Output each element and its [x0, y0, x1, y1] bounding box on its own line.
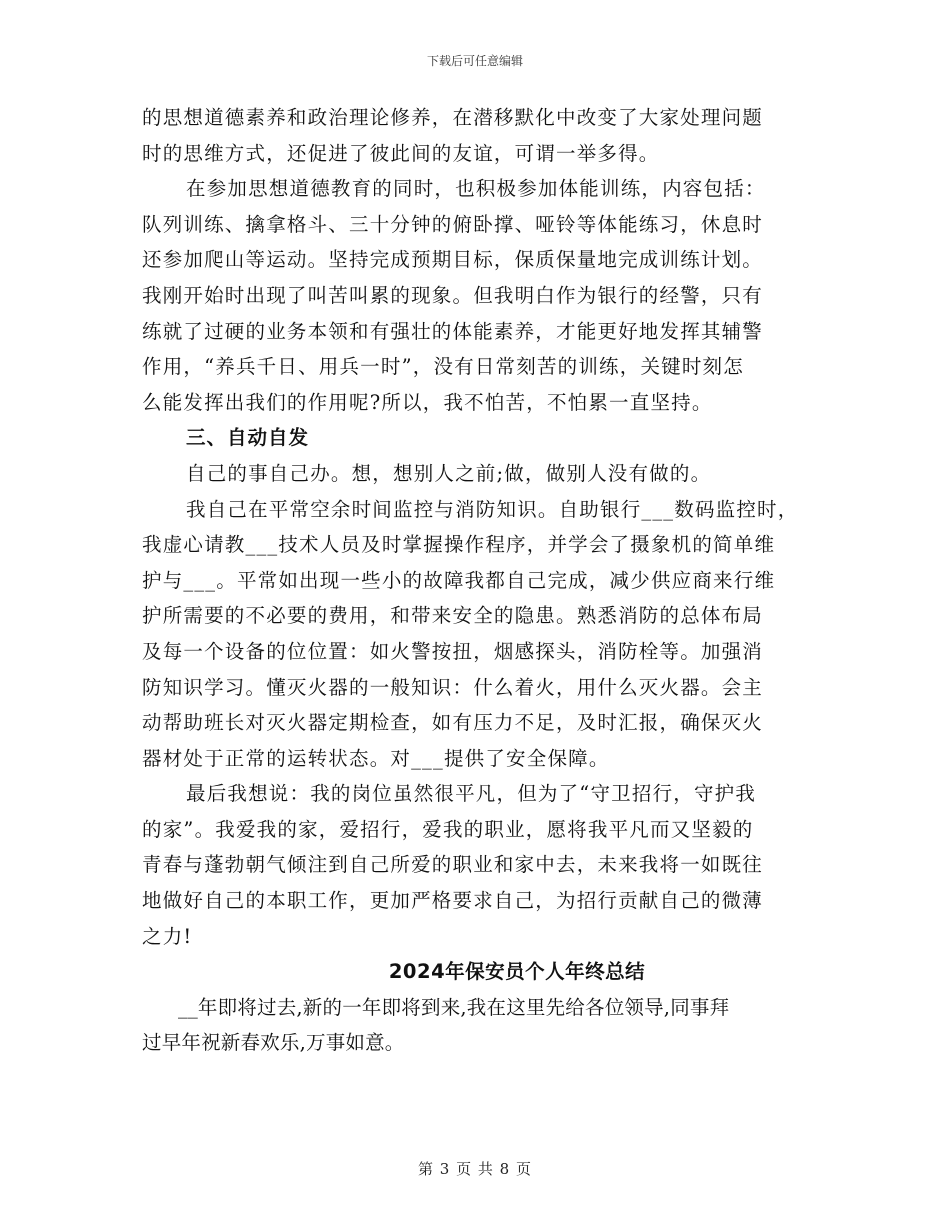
- paragraph-line: 自己的事自己办。想，想别人之前;做，做别人没有做的。: [186, 461, 712, 485]
- paragraph-line: 练就了过硬的业务本领和有强壮的体能素养，才能更好地发挥其辅警: [142, 319, 764, 343]
- paragraph-line: 地做好自己的本职工作，更加严格要求自己，为招行贡献自己的微薄: [142, 889, 764, 913]
- paragraph-line: 的思想道德素养和政治理论修养，在潜移默化中改变了大家处理问题: [142, 106, 764, 129]
- paragraph-line: 护与___。平常如出现一些小的故障我都自己完成，减少供应商来行维: [142, 568, 776, 592]
- document-title: 2024年保安员个人年终总结: [388, 960, 646, 984]
- paragraph-line: __年即将过去,新的一年即将到来,我在这里先给各位领导,同事拜: [178, 995, 730, 1019]
- paragraph-line: 么能发挥出我们的作用呢?所以，我不怕苦，不怕累一直坚持。: [142, 390, 713, 414]
- document-body: [142, 100, 832, 1061]
- paragraph-line: 我刚开始时出现了叫苦叫累的现象。但我明白作为银行的经警，只有: [142, 283, 764, 307]
- paragraph-line: 过早年祝新春欢乐,万事如意。: [142, 1031, 405, 1055]
- paragraph-line: 器材处于正常的运转状态。对___提供了安全保障。: [142, 746, 610, 770]
- paragraph-line: 及每一个设备的位位置：如火警按扭，烟感探头，消防栓等。加强消: [142, 639, 764, 663]
- paragraph-line: 作用，“养兵千日、用兵一时”，没有日常刻苦的训练，关键时刻怎: [142, 355, 744, 379]
- page-number: 第 3 页 共 8 页: [418, 1160, 532, 1178]
- paragraph-line: 动帮助班长对灭火器定期检查，如有压力不足，及时汇报，确保灭火: [142, 711, 764, 735]
- paragraph-line: 护所需要的不必要的费用，和带来安全的隐患。熟悉消防的总体布局: [142, 604, 764, 628]
- paragraph-line: 防知识学习。懂灭火器的一般知识：什么着火，用什么灭火器。会主: [142, 675, 764, 699]
- paragraph-line: 青春与蓬勃朝气倾注到自己所爱的职业和家中去，未来我将一如既往: [142, 853, 764, 877]
- paragraph-line: 时的思维方式，还促进了彼此间的友谊，可谓一举多得。: [142, 141, 660, 165]
- paragraph-line: 队列训练、擒拿格斗、三十分钟的俯卧撑、哑铃等体能练习，休息时: [142, 212, 764, 236]
- paragraph-line: 之力!: [142, 924, 193, 948]
- section-heading: 三、自动自发: [186, 426, 310, 450]
- paragraph-line: 还参加爬山等运动。坚持完成预期目标，保质保量地完成训练计划。: [142, 248, 764, 272]
- page-header: 下载后可任意编辑: [426, 54, 523, 68]
- paragraph-line: 我自己在平常空余时间监控与消防知识。自助银行___数码监控时，: [186, 497, 799, 521]
- paragraph-line: 最后我想说：我的岗位虽然很平凡，但为了“守卫招行，守护我: [186, 782, 757, 806]
- paragraph-line: 我虚心请教___技术人员及时掌握操作程序，并学会了摄象机的简单维: [142, 533, 776, 557]
- paragraph-line: 在参加思想道德教育的同时，也积极参加体能训练，内容包括：: [186, 177, 766, 201]
- paragraph-line: 的家”。我爱我的家，爱招行，爱我的职业，愿将我平凡而又坚毅的: [142, 817, 754, 841]
